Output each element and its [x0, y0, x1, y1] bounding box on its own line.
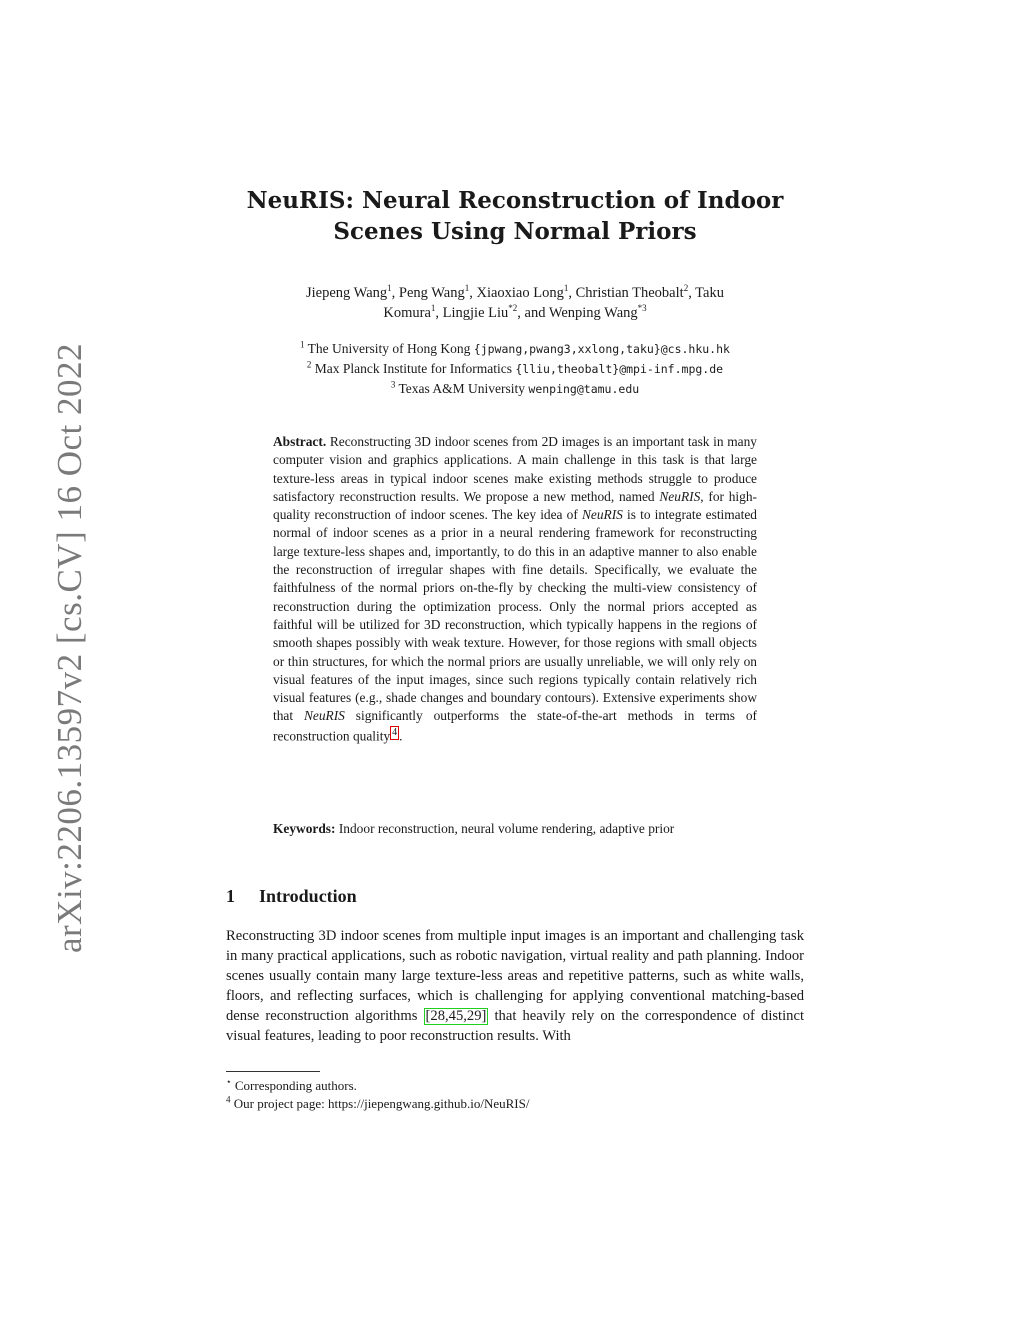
keywords-label: Keywords: — [273, 821, 336, 836]
title-line-1: NeuRIS: Neural Reconstruction of Indoor — [246, 187, 784, 214]
citation-bracket: ] — [481, 1008, 487, 1024]
affiliation-number: 1 — [300, 339, 305, 350]
author-name: Jiepeng Wang — [306, 285, 388, 301]
author-line-1 — [230, 283, 800, 303]
affiliation-name: Texas A&M University — [398, 381, 529, 396]
body-text: that heavily rely on the correspondence of distinct visual features, leading to poor reconstruction results. With — [226, 1008, 804, 1044]
footnote-mark: ⋆ — [226, 1076, 232, 1087]
affiliation-mark: *3 — [637, 303, 647, 314]
affiliation-email: wenping@tamu.edu — [528, 382, 640, 396]
abstract-label: Abstract. — [273, 434, 327, 449]
affiliation-name: Max Planck Institute for Informatics — [314, 361, 516, 376]
method-name: NeuRIS — [581, 507, 623, 523]
paper-title — [230, 185, 800, 247]
affiliation-mark: 1 — [464, 283, 470, 294]
author-name: , Xiaoxiao Long — [469, 285, 564, 301]
citation-number: 29 — [466, 1008, 482, 1024]
keywords-text: Indoor reconstruction, neural volume rendering, adaptive prior — [335, 821, 675, 836]
affiliation-1 — [230, 339, 800, 359]
citation-link[interactable]: [28,45,29] — [425, 1008, 487, 1024]
footnote-corresponding — [226, 1077, 804, 1095]
section-heading-introduction — [226, 886, 357, 907]
author-name: , and Wenping Wang — [517, 305, 638, 321]
footnote-text[interactable]: Our project page: https://jiepengwang.github.io/NeuRIS/ — [230, 1096, 530, 1111]
footnotes — [226, 1077, 804, 1113]
section-number: 1 — [226, 886, 235, 906]
author-line-2 — [230, 303, 800, 323]
abstract-text: . — [399, 728, 403, 744]
abstract-text: significantly outperforms the state-of-the-art methods in terms of reconstruction quality — [273, 708, 757, 744]
affiliation-mark: 2 — [683, 283, 689, 294]
affiliation-list — [230, 339, 800, 399]
method-name: NeuRIS — [303, 708, 345, 724]
abstract-text: is to integrate estimated normal of indoor scenes as a prior in a neural rendering framework for reconstructing large texture-less shapes and, importantly, to do this in an adaptive manner to also enable the reconstruction of irregular shapes with fine details. Specifically, we evaluate the faithfulness of the normal priors on-the-fly by checking the multi-view consistency of reconstruction during the optimization process. Only the normal priors accepted as faithful will be utilized for 3D reconstruction, which typically happens in the regions of smooth shapes possibly with weak texture. However, for those regions with small objects or thin structures, for which the normal priors are usually unreliable, we will only rely on visual features of the input images, since such regions typically contain relatively rich visual features (e.g., shade changes and boundary contours). Extensive experiments show that — [273, 507, 757, 724]
affiliation-mark: 1 — [387, 283, 392, 294]
author-name: Komura — [383, 305, 431, 321]
abstract-text: Reconstructing 3D indoor scenes from 2D images is an important task in many computer vision and graphics applications. A main challenge in this task is that large texture-less areas in typical indoor scenes make existing methods struggle to produce satisfactory reconstruction results. We propose a new method, named — [273, 434, 757, 504]
body-text: Reconstructing 3D indoor scenes from multiple input images is an important and challenging task in many practical applications, such as robotic navigation, virtual reality and path planning. Indoor scenes usually contain many large texture-less areas and repetitive patterns, such as white walls, floors, and reflecting surfaces, which is challenging for applying conventional matching-based dense reconstruction algorithms — [226, 928, 804, 1024]
footnote-divider — [226, 1071, 320, 1072]
affiliation-mark: 1 — [563, 283, 569, 294]
affiliation-3 — [230, 379, 800, 399]
author-name: , Taku — [688, 285, 724, 301]
footnote-text: Corresponding authors. — [231, 1078, 357, 1093]
affiliation-number: 3 — [390, 379, 396, 390]
author-name: , Christian Theobalt — [568, 285, 684, 301]
title-line-2: Scenes Using Normal Priors — [333, 218, 697, 245]
affiliation-number: 2 — [306, 359, 312, 370]
author-name: , Lingjie Liu — [435, 305, 509, 321]
introduction-paragraph — [226, 926, 804, 1046]
author-list — [230, 283, 800, 323]
affiliation-mark: *2 — [508, 303, 518, 314]
footnote-link[interactable]: 4 — [392, 726, 398, 738]
affiliation-email: {lliu,theobalt}@mpi-inf.mpg.de — [515, 362, 724, 376]
affiliation-email: {jpwang,pwang3,xxlong,taku}@cs.hku.hk — [473, 342, 730, 356]
footnote-project-page — [226, 1095, 804, 1113]
abstract — [273, 433, 757, 746]
arxiv-identifier: arXiv:2206.13597v2 [cs.CV] 16 Oct 2022 — [50, 342, 89, 954]
citation-number: 45 — [448, 1008, 464, 1024]
footnote-mark: 4 — [226, 1094, 231, 1105]
method-name: NeuRIS — [659, 488, 701, 504]
affiliation-mark: 1 — [430, 303, 436, 314]
author-name: , Peng Wang — [391, 285, 465, 301]
section-title: Introduction — [259, 886, 357, 906]
affiliation-2 — [230, 359, 800, 379]
keywords — [273, 820, 757, 838]
abstract-text: , for high-quality reconstruction of indoor scenes. The key idea of — [273, 488, 757, 523]
affiliation-name: The University of Hong Kong — [307, 341, 474, 356]
citation-number: 28 — [430, 1008, 445, 1024]
citation-bracket: [ — [425, 1008, 431, 1024]
